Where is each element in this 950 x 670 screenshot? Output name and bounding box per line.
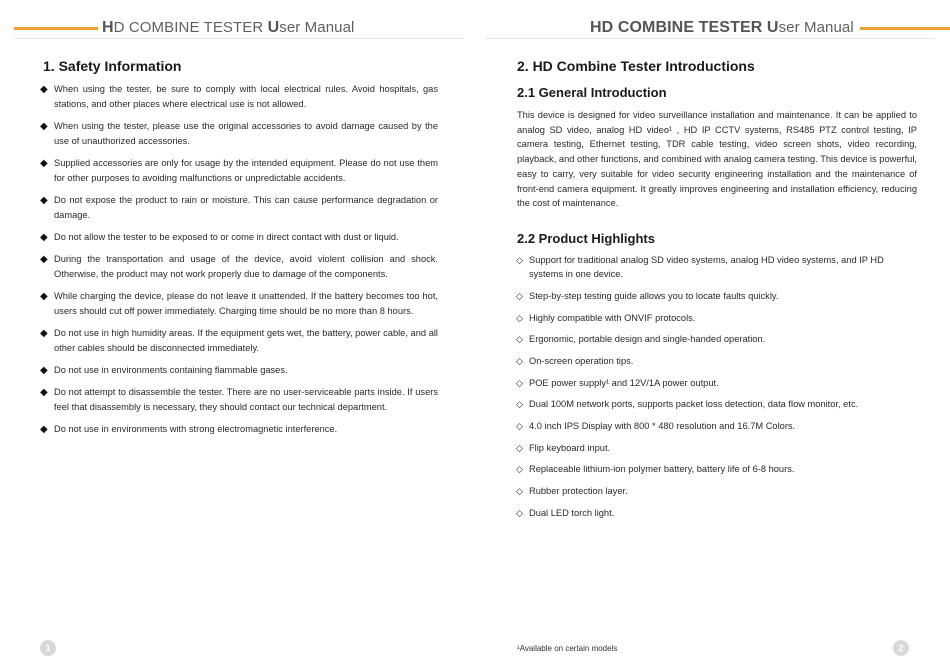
highlight-item (516, 397, 918, 411)
header-text: D COMBINE TESTER (113, 19, 268, 36)
header-text: ser Manual (778, 19, 854, 36)
safety-item (40, 385, 438, 415)
highlight-item (516, 506, 918, 520)
safety-item (40, 326, 438, 356)
header-cap: U (267, 19, 280, 36)
safety-item-text: Do not allow the tester to be exposed to or come in direct contact with dust or liquid. (54, 232, 399, 242)
highlights-list (516, 253, 918, 528)
header-text: HD COMBINE TESTER (590, 19, 767, 36)
highlight-item (516, 253, 918, 282)
header-title (590, 19, 854, 37)
page-number-badge: 1 (40, 640, 56, 656)
highlight-item (516, 419, 918, 433)
highlight-item-text: Dual 100M network ports, supports packet loss detection, data flow monitor, etc. (529, 399, 859, 410)
bullet-icon: ◇ (516, 356, 523, 367)
bullet-icon: ◆ (40, 387, 48, 398)
bullet-icon: ◇ (516, 377, 523, 388)
product-highlights-heading: 2.2 Product Highlights (517, 231, 655, 246)
header-cap: H (102, 19, 114, 36)
bullet-icon: ◇ (516, 442, 523, 453)
bullet-icon: ◇ (516, 464, 523, 475)
safety-item-text: While charging the device, please do not leave it unattended. If the battery becomes too hot, users should cut off power immediately. Charging time should be no more than 8 hours. (54, 291, 438, 316)
header-divider (485, 38, 935, 39)
highlight-item-text: Rubber protection layer. (529, 486, 628, 497)
safety-item-text: Do not use in environments containing flammable gases. (54, 365, 288, 375)
highlight-item (516, 354, 918, 368)
bullet-icon: ◇ (516, 312, 523, 323)
bullet-icon: ◆ (40, 365, 48, 376)
bullet-icon: ◇ (516, 421, 523, 432)
right-header (590, 17, 950, 39)
bullet-icon: ◆ (40, 84, 48, 95)
safety-item-text: Do not use in environments with strong electromagnetic interference. (54, 424, 338, 434)
highlight-item (516, 484, 918, 498)
safety-item (40, 422, 438, 437)
bullet-icon: ◆ (40, 328, 48, 339)
bullet-icon: ◇ (516, 399, 523, 410)
bullet-icon: ◇ (516, 290, 523, 301)
safety-item (40, 156, 438, 186)
general-introduction-heading: 2.1 General Introduction (517, 85, 667, 100)
safety-item-text: During the transportation and usage of the device, avoid violent collision and shock. Otherwise, the product may not work properly due to damage of the components. (54, 254, 438, 279)
highlight-item (516, 332, 918, 346)
bullet-icon: ◇ (516, 334, 523, 345)
bullet-icon: ◆ (40, 121, 48, 132)
highlight-item-text: Highly compatible with ONVIF protocols. (529, 312, 696, 323)
highlight-item-text: Dual LED torch light. (529, 507, 615, 518)
highlight-item (516, 289, 918, 303)
right-page (475, 0, 950, 670)
safety-item (40, 289, 438, 319)
bullet-icon: ◆ (40, 232, 48, 243)
safety-item-text: When using the tester, please use the original accessories to avoid damage caused by the use of unauthorized accessories. (54, 121, 438, 146)
header-divider (14, 38, 464, 39)
header-accent-line (14, 27, 98, 30)
highlight-item-text: Support for traditional analog SD video systems, analog HD video systems, and IP HD systems in one device. (529, 255, 884, 280)
safety-item (40, 230, 438, 245)
highlight-item (516, 311, 918, 325)
safety-item-text: When using the tester, be sure to comply with local electrical rules. Avoid hospitals, gas stations, and other places where electrical use is not allowed. (54, 84, 438, 109)
highlight-item-text: Step-by-step testing guide allows you to locate faults quickly. (529, 290, 779, 301)
bullet-icon: ◇ (516, 486, 523, 497)
safety-item-text: Supplied accessories are only for usage by the intended equipment. Please do not use them for other purposes to avoiding malfunctions or unpredictable accidents. (54, 158, 438, 183)
highlight-item (516, 376, 918, 390)
safety-item-text: Do not attempt to disassemble the tester. There are no user-serviceable parts inside. If users feel that disassembly is necessary, they should contact our technical department. (54, 387, 438, 412)
header-text: ser Manual (279, 19, 355, 36)
highlight-item-text: POE power supply¹ and 12V/1A power output. (529, 377, 719, 388)
bullet-icon: ◇ (516, 507, 523, 518)
safety-item (40, 193, 438, 223)
section-title: 1. Safety Information (43, 58, 182, 74)
bullet-icon: ◇ (516, 255, 523, 265)
safety-item-text: Do not expose the product to rain or moisture. This can cause performance degradation or damage. (54, 195, 438, 220)
bullet-icon: ◆ (40, 254, 48, 265)
highlight-item-text: Flip keyboard input. (529, 442, 611, 453)
bullet-icon: ◆ (40, 424, 48, 435)
header-cap: U (766, 19, 779, 36)
highlight-item (516, 441, 918, 455)
footnote: ¹Available on certain models (517, 644, 618, 653)
page-number-badge: 2 (893, 640, 909, 656)
section-title: 2. HD Combine Tester Introductions (517, 58, 755, 74)
highlight-item-text: 4.0 inch IPS Display with 800 * 480 resolution and 16.7M Colors. (529, 421, 796, 432)
header-title (102, 19, 354, 37)
safety-item (40, 82, 438, 112)
bullet-icon: ◆ (40, 158, 48, 169)
general-introduction-text: This device is designed for video surveillance installation and maintenance. It can be applied to analog SD video, analog HD video¹ , HD IP CCTV systems, RS485 PTZ control testing, IP camera testing, Ethernet testing, TDR cable testing, video screen shots, video recording, playback, and other functions, and combined with analog camera testing. This device is powerful, easy to carry, very suitable for video security engineering installation and the maintenance of front-end camera equipment. It greatly improves engineering and installation efficiency, reducing the cost of maintenance. (517, 110, 917, 209)
safety-item (40, 363, 438, 378)
bullet-icon: ◆ (40, 195, 48, 206)
safety-item (40, 252, 438, 282)
safety-item (40, 119, 438, 149)
header-accent-line (860, 27, 950, 30)
safety-list (40, 82, 438, 444)
highlight-item-text: Replaceable lithium-ion polymer battery, battery life of 6-8 hours. (529, 464, 795, 475)
bullet-icon: ◆ (40, 291, 48, 302)
safety-item-text: Do not use in high humidity areas. If the equipment gets wet, the battery, power cable, and all other cables should be disconnected immediately. (54, 328, 438, 353)
highlight-item (516, 462, 918, 476)
highlight-item-text: Ergonomic, portable design and single-handed operation. (529, 334, 766, 345)
highlight-item-text: On-screen operation tips. (529, 356, 634, 367)
left-header (14, 17, 354, 39)
